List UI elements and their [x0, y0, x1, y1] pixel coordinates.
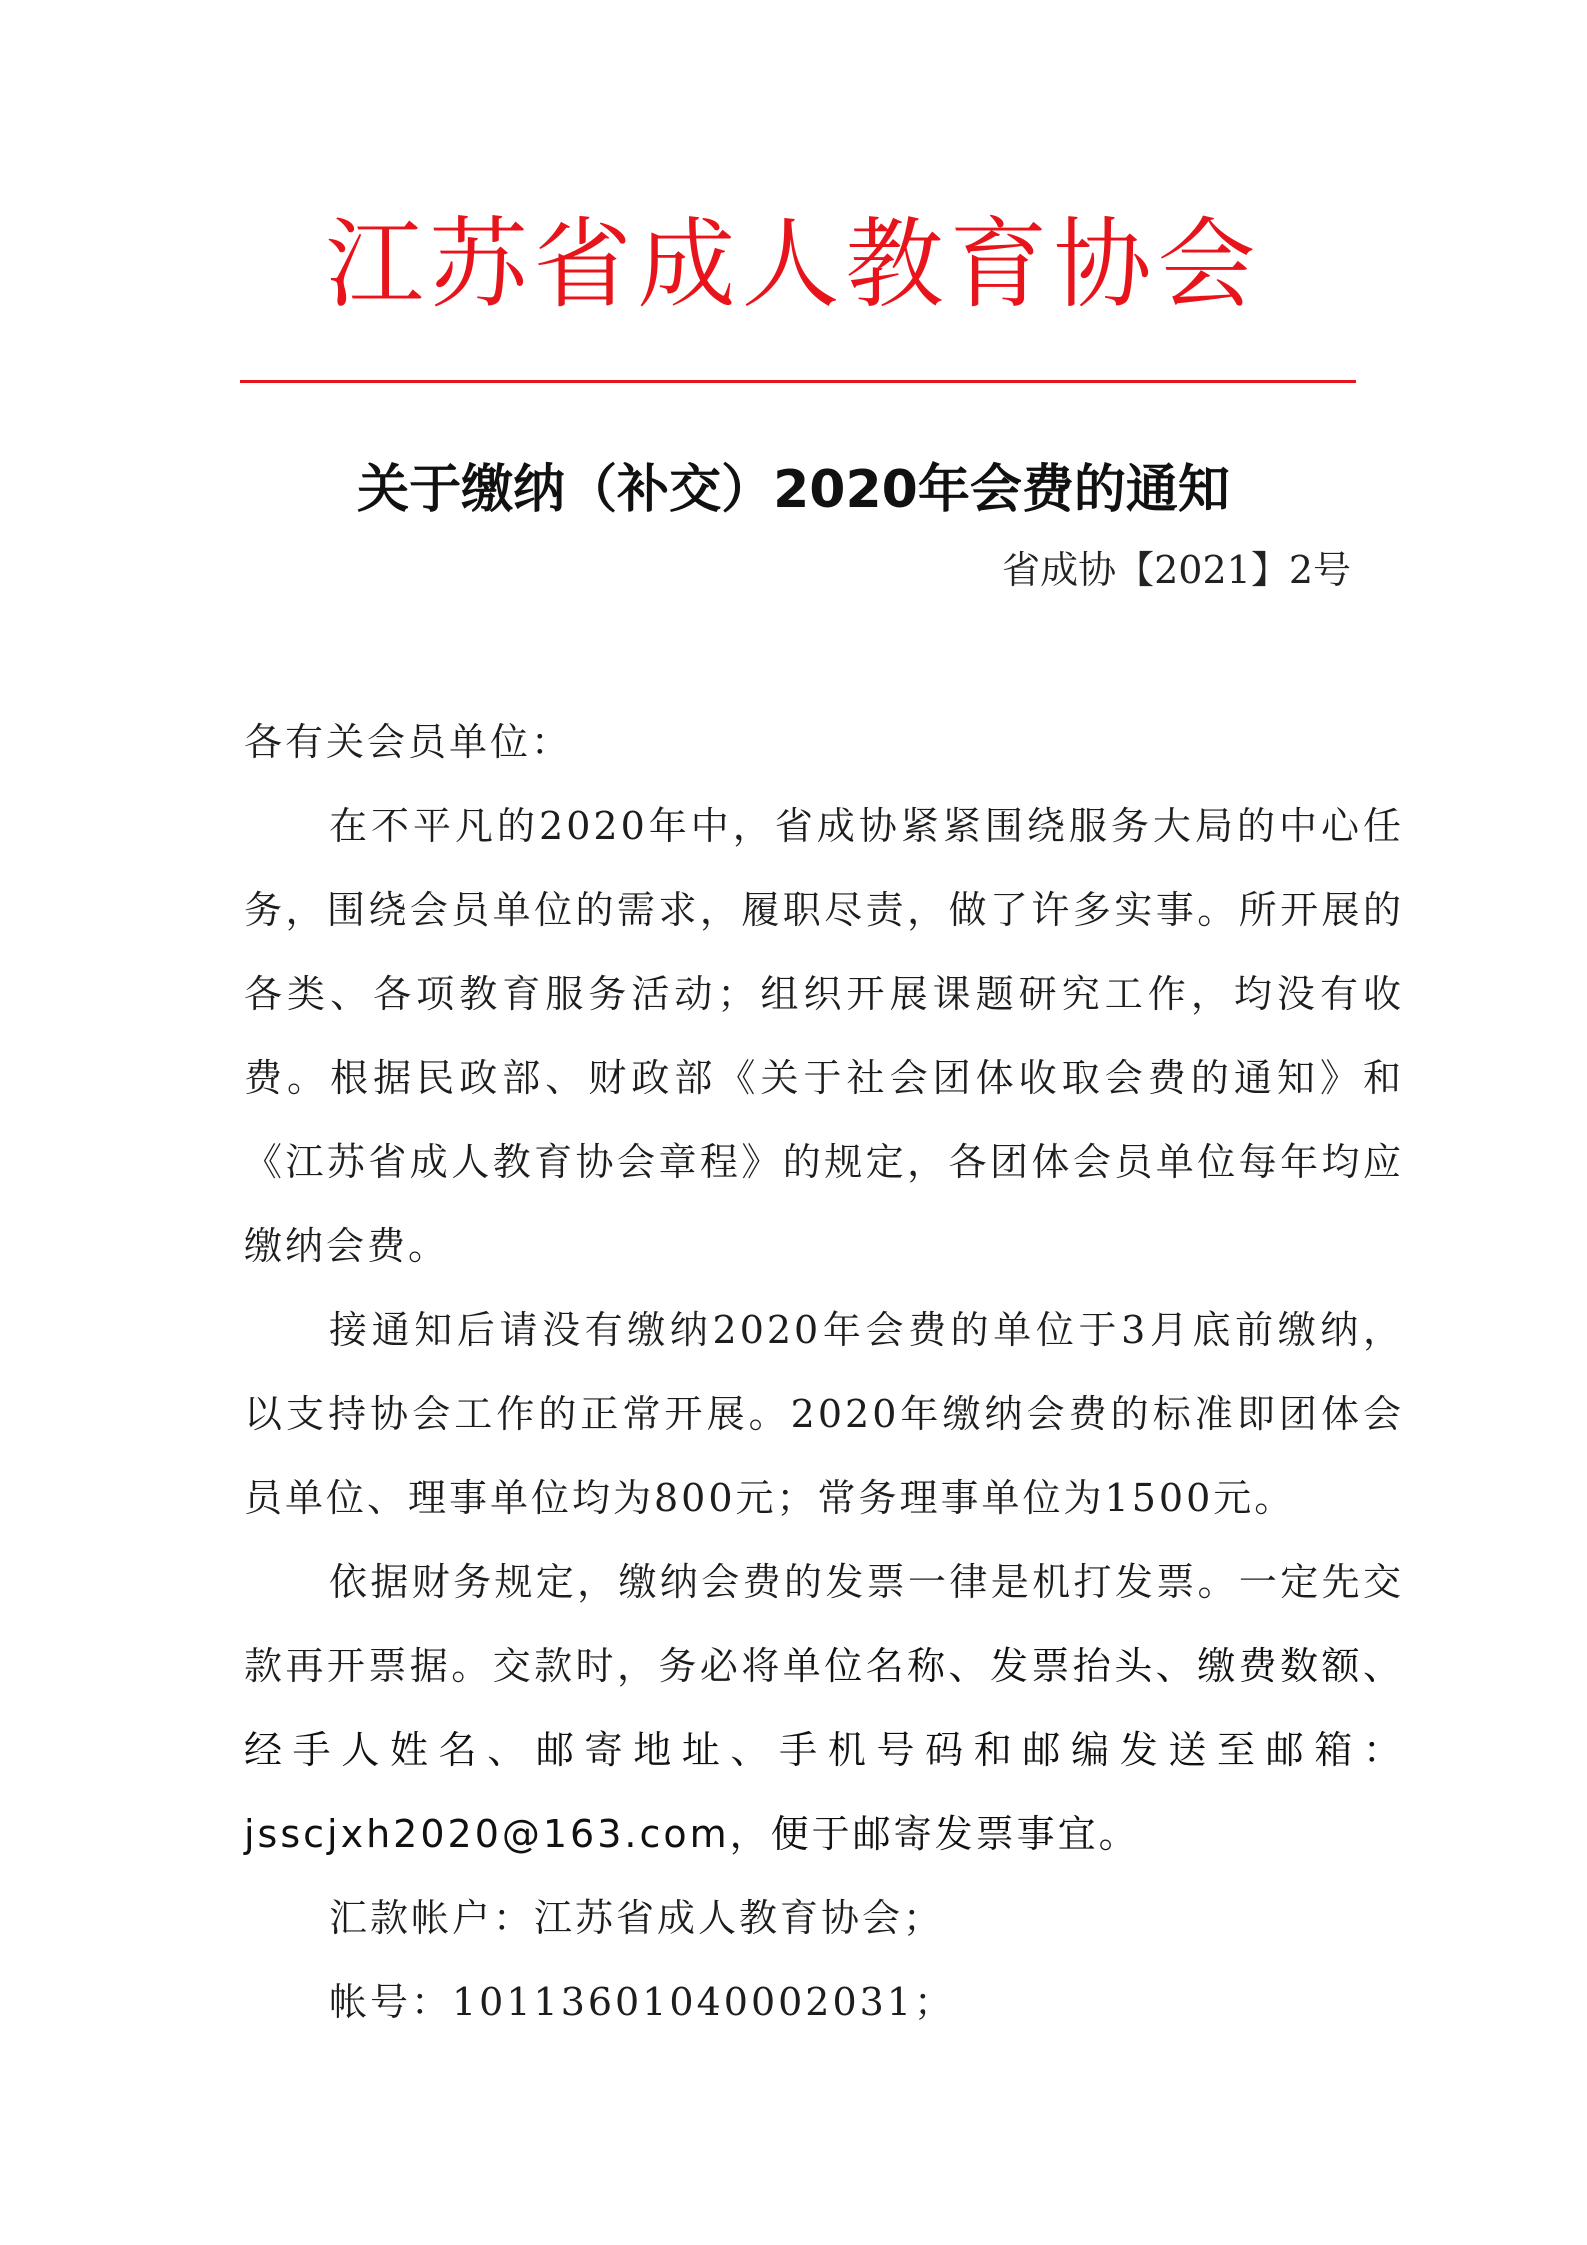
paragraph-invoice: [244, 1540, 1404, 1876]
paragraph-invoice-part1: 依据财务规定，缴纳会费的发票一律是机打发票。一定先交款再开票据。交款时，务必将: [244, 1560, 1404, 1688]
header-divider: [240, 380, 1356, 383]
notice-body: [244, 700, 1404, 2044]
account-name-line: 汇款帐户：江苏省成人教育协会；: [329, 1896, 945, 1940]
paragraph-invoice-part2: 单位名称、发票抬头、缴费数额、经手人姓名、邮寄地址、手机号码和邮编发送至邮箱：jsscjxh2020@163.com，便于邮寄发票事宜。: [244, 1644, 1404, 1856]
organization-header: 江苏省成人教育协会: [325, 208, 1262, 322]
paragraph-background: 在不平凡的2020年中，省成协紧紧围绕服务大局的中心任务，围绕会员单位的需求，履职尽责，做了许多实事。所开展的各类、各项教育服务活动；组织开展课题研究工作，均没有收费。根据民政部、财政部《关于社会团体收取会费的通知》和《江苏省成人教育协会章程》的规定，各团体会员单位每年均应缴纳会费。: [244, 804, 1404, 1268]
account-number-line: 帐号：10113601040002031；: [329, 1980, 956, 2024]
salutation: 各有关会员单位：: [244, 720, 573, 764]
notice-title: 关于缴纳（补交）2020年会费的通知: [357, 460, 1230, 520]
document-number: 省成协【2021】2号: [1002, 548, 1351, 592]
paragraph-fee-standard: 接通知后请没有缴纳2020年会费的单位于3月底前缴纳，以支持协会工作的正常开展。2020年缴纳会费的标准即团体会员单位、理事单位均为800元；常务理事单位为1500元。: [244, 1308, 1404, 1520]
